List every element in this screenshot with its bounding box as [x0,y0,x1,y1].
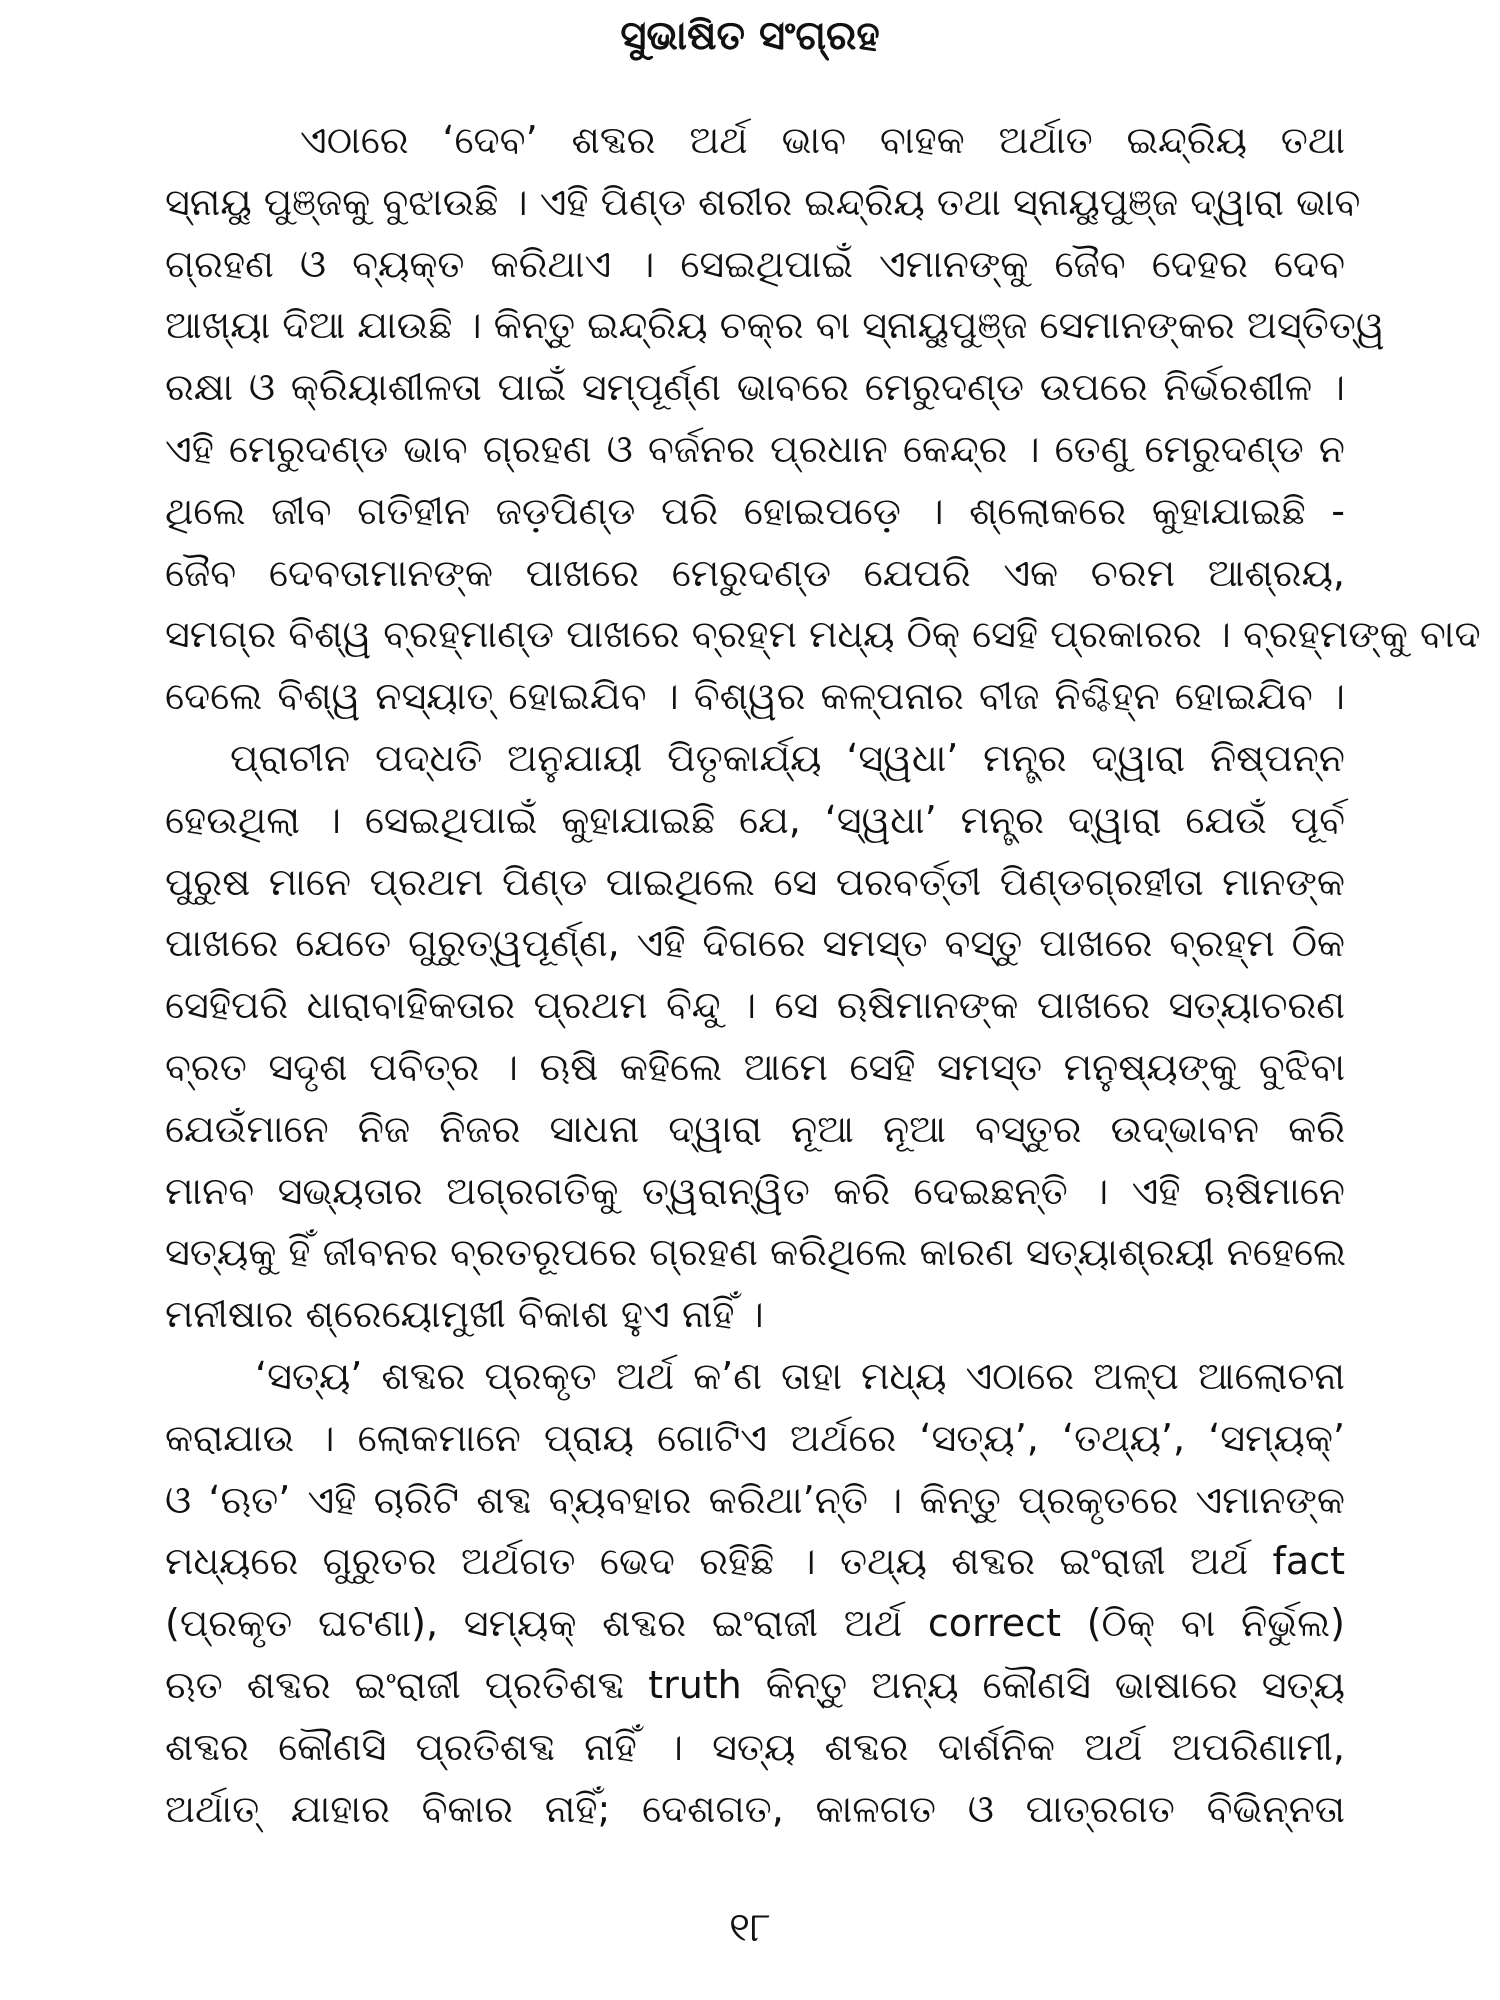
text-line: ଦେଲେ ବିଶ୍ୱ ନସ୍ୟାତ୍ ହୋଇଯିବ । ବିଶ୍ୱର କଳ୍ପନାର ବୀଜ ନିଶ୍ଚିହ୍ନ ହୋଇଯିବ । [165,674,1345,719]
text-line: କରାଯାଉ । ଲୋକମାନେ ପ୍ରାୟ ଗୋଟିଏ ଅର୍ଥରେ ‘ସତ୍ୟ’, ‘ତଥ୍ୟ’, ‘ସମ୍ୟକ୍’ [165,1415,1345,1460]
text-line: ‘ସତ୍ୟ’ ଶବ୍ଦର ପ୍ରକୃତ ଅର୍ଥ କ’ଣ ତାହା ମଧ୍ୟ ଏଠାରେ ଅଳ୍ପ ଆଲୋଚନା [255,1354,1345,1398]
text-line: ରକ୍ଷା ଓ କ୍ରିୟାଶୀଳତା ପାଇଁ ସମ୍ପୂର୍ଣ୍ଣ ଭାବରେ ମେରୁଦଣ୍ଡ ଉପରେ ନିର୍ଭରଶୀଳ । [165,365,1345,410]
text-line: ହେଉଥିଲା । ସେଇଥିପାଇଁ କୁହାଯାଇଛି ଯେ, ‘ସ୍ୱଧା’ ମନ୍ତ୍ର ଦ୍ୱାରା ଯେଉଁ ପୂର୍ବ [165,797,1345,842]
text-line: ସେହିପରି ଧାରାବାହିକତାର ପ୍ରଥମ ବିନ୍ଦୁ । ସେ ଋଷିମାନଙ୍କ ପାଖରେ ସତ୍ୟାଚରଣ [165,983,1345,1028]
text-line: ବ୍ରତ ସଦୃଶ ପବିତ୍ର । ଋଷି କହିଲେ ଆମେ ସେହି ସମସ୍ତ ମନୁଷ୍ୟଙ୍କୁ ବୁଝିବା [165,1045,1345,1089]
text-line: ଗ୍ରହଣ ଓ ବ୍ୟକ୍ତ କରିଥାଏ । ସେଇଥିପାଇଁ ଏମାନଙ୍କୁ ଜୈବ ଦେହର ଦେବ [165,241,1345,286]
text-line: ସମଗ୍ର ବିଶ୍ୱ ବ୍ରହ୍ମାଣ୍ଡ ପାଖରେ ବ୍ରହ୍ମ ମଧ୍ୟ ଠିକ୍ ସେହି ପ୍ରକାରର । ବ୍ରହ୍ମଙ୍କୁ ବାଦ [165,612,1481,657]
text-line: ଏଠାରେ ‘ଦେବ’ ଶବ୍ଦର ଅର୍ଥ ଭାବ ବାହକ ଅର୍ଥାତ ଇନ୍ଦ୍ରିୟ ତଥା [300,118,1345,162]
text-line: ମାନବ ସଭ୍ୟତାର ଅଗ୍ରଗତିକୁ ତ୍ୱରାନ୍ୱିତ କରି ଦେଇଛନ୍ତି । ଏହି ଋଷିମାନେ [165,1168,1345,1213]
text-line: ଜୈବ ଦେବତାମାନଙ୍କ ପାଖରେ ମେରୁଦଣ୍ଡ ଯେପରି ଏକ ଚରମ ଆଶ୍ରୟ, [165,550,1345,595]
text-line: ଥିଲେ ଜୀବ ଗତିହୀନ ଜଡ଼ପିଣ୍ଡ ପରି ହୋଇପଡ଼େ । ଶ୍ଲୋକରେ କୁହାଯାଇଛି - [165,488,1345,533]
text-line: ଆଖ୍ୟା ଦିଆ ଯାଉଛି । କିନ୍ତୁ ଇନ୍ଦ୍ରିୟ ଚକ୍ର ବା ସ୍ନାୟୁପୁଞ୍ଜ ସେମାନଙ୍କର ଅସ୍ତିତ୍ୱ [165,303,1385,348]
text-line: ଅର୍ଥାତ୍ ଯାହାର ବିକାର ନାହିଁ; ଦେଶଗତ, କାଳଗତ ଓ ପାତ୍ରଗତ ବିଭିନ୍ନତା [165,1786,1345,1831]
text-line: (ପ୍ରକୃତ ଘଟଣା), ସମ୍ୟକ୍ ଶବ୍ଦର ଇଂରାଜୀ ଅର୍ଥ correct (ଠିକ୍ ବା ନିର୍ଭୁଲ) [165,1601,1345,1646]
text-line: ଓ ‘ଋତ’ ଏହି ଚାରିଟି ଶବ୍ଦ ବ୍ୟବହାର କରିଥା’ନ୍ତି । କିନ୍ତୁ ପ୍ରକୃତରେ ଏମାନଙ୍କ [165,1477,1345,1522]
text-line: ଯେଉଁମାନେ ନିଜ ନିଜର ସାଧନା ଦ୍ୱାରା ନୂଆ ନୂଆ ବସ୍ତୁର ଉଦ୍ଭାବନ କରି [165,1106,1345,1151]
text-line: ପୁରୁଷ ମାନେ ପ୍ରଥମ ପିଣ୍ଡ ପାଇଥିଲେ ସେ ପରବର୍ତ୍ତୀ ପିଣ୍ଡଗ୍ରହୀତା ମାନଙ୍କ [165,859,1345,904]
page-number: ୧୮ [729,1905,771,1951]
text-line: ଏହି ମେରୁଦଣ୍ଡ ଭାବ ଗ୍ରହଣ ଓ ବର୍ଜନର ପ୍ରଧାନ କେନ୍ଦ୍ର । ତେଣୁ ମେରୁଦଣ୍ଡ ନ [165,427,1345,471]
text-line: ଋତ ଶବ୍ଦର ଇଂରାଜୀ ପ୍ରତିଶବ୍ଦ truth କିନ୍ତୁ ଅନ୍ୟ କୌଣସି ଭାଷାରେ ସତ୍ୟ [165,1663,1345,1707]
text-line: ପ୍ରାଚୀନ ପଦ୍ଧତି ଅନୁଯାୟୀ ପିତୃକାର୍ଯ୍ୟ ‘ସ୍ୱଧା’ ମନ୍ତ୍ର ଦ୍ୱାରା ନିଷ୍ପନ୍ନ [230,736,1345,780]
text-line: ମନୀଷାର ଶ୍ରେୟୋମୁଖୀ ବିକାଶ ହୁଏ ନାହିଁ । [165,1292,764,1337]
text-line: ସ୍ନାୟୁ ପୁଞ୍ଜକୁ ବୁଝାଉଛି । ଏହି ପିଣ୍ଡ ଶରୀର ଇନ୍ଦ୍ରିୟ ତଥା ସ୍ନାୟୁପୁଞ୍ଜ ଦ୍ୱାରା ଭାବ [165,179,1361,224]
text-line: ସତ୍ୟକୁ ହିଁ ଜୀବନର ବ୍ରତରୂପରେ ଗ୍ରହଣ କରିଥିଲେ କାରଣ ସତ୍ୟାଶ୍ରୟୀ ନହେଲେ [165,1230,1347,1275]
text-line: ପାଖରେ ଯେତେ ଗୁରୁତ୍ୱପୂର୍ଣ୍ଣ, ଏହି ଦିଗରେ ସମସ୍ତ ବସ୍ତୁ ପାଖରେ ବ୍ରହ୍ମ ଠିକ [165,921,1345,966]
page-title: ସୁଭାଷିତ ସଂଗ୍ରହ [620,13,880,59]
text-line: ମଧ୍ୟରେ ଗୁରୁତର ଅର୍ଥଗତ ଭେଦ ରହିଛି । ତଥ୍ୟ ଶବ୍ଦର ଇଂରାଜୀ ଅର୍ଥ fact [165,1539,1345,1584]
text-line: ଶବ୍ଦର କୌଣସି ପ୍ରତିଶବ୍ଦ ନାହିଁ । ସତ୍ୟ ଶବ୍ଦର ଦାର୍ଶନିକ ଅର୍ଥ ଅପରିଣାମୀ, [165,1724,1345,1769]
